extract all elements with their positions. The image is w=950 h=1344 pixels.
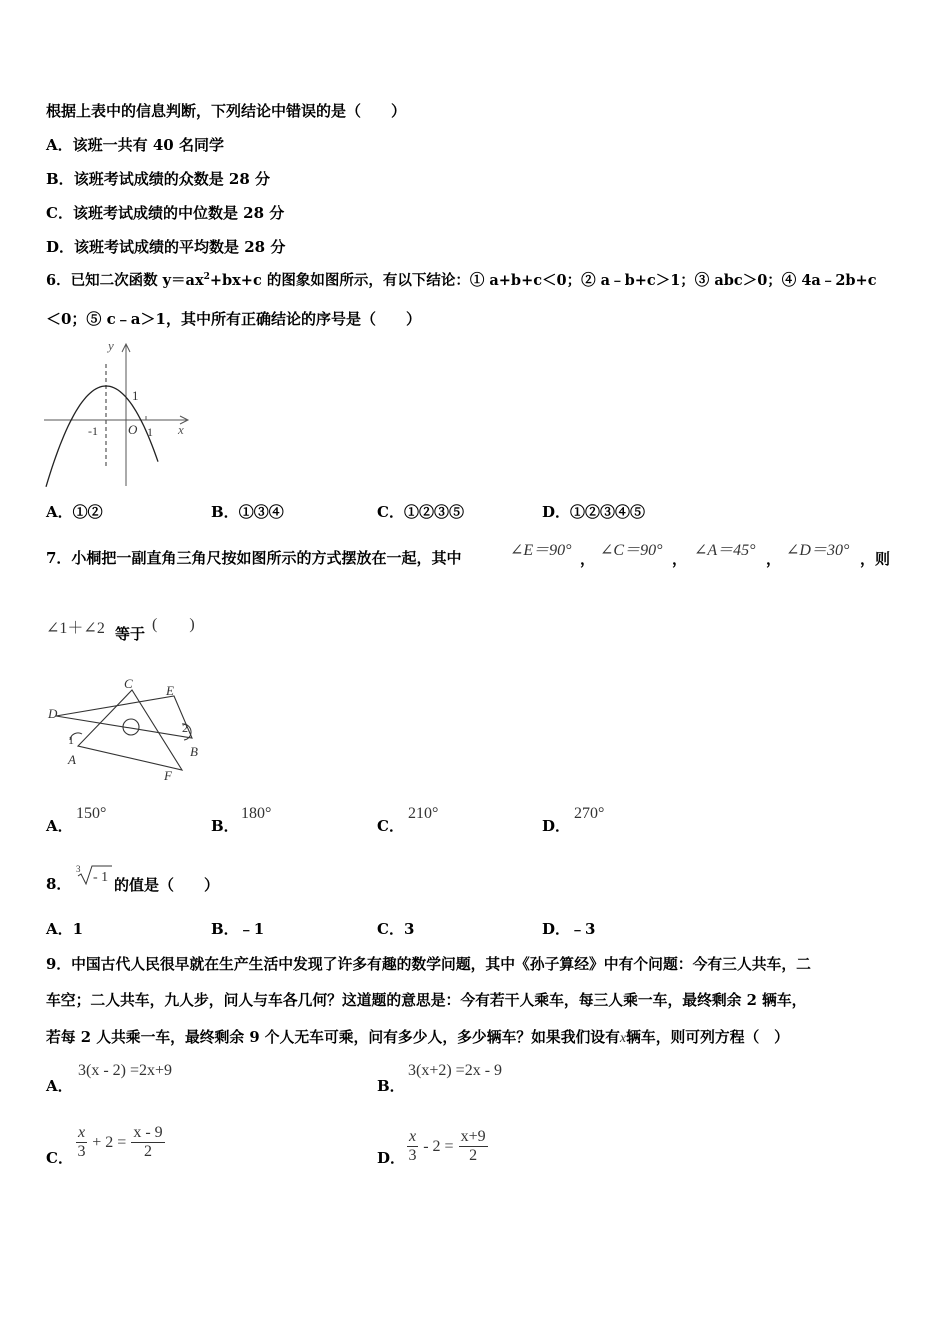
fraction-x-plus-9-over-2: $\frac{x+9}{2}$ — [460, 1128, 486, 1164]
q7-sep-1: ， — [580, 550, 596, 568]
y-one-label: 1 — [132, 388, 139, 403]
q7-option-a: A． — [46, 817, 73, 835]
q5-option-b: B．该班考试成绩的众数是 28 分 — [46, 170, 271, 188]
fraction-x-over-3: $\frac{x}{3}$ — [77, 1124, 86, 1160]
label-a: A — [68, 752, 76, 767]
label-c: C — [124, 676, 133, 691]
q6-option-c: C．①②③⑤ — [377, 503, 464, 521]
q6-stem-line1: 6．已知二次函数 $y=ax^2+bx+c$ 的图象如图所示，有以下结论：① a+b+c＜0；② a﹣b+c＞1；③ abc＞0；④ 4a﹣2b+c — [46, 272, 877, 289]
q9-option-b-equation: 3(x+2) =2x - 9 — [408, 1062, 503, 1079]
parabola-curve — [46, 386, 158, 487]
q6-stem-line2: ＜0；⑤ c﹣a＞1，其中所有正确结论的序号是（ ） — [46, 310, 421, 328]
q7-equals-text: 等于 — [115, 625, 146, 643]
q8-option-a: A．1 — [46, 920, 84, 938]
q8-option-b: B．﹣1 — [211, 920, 265, 938]
q9-option-c-equation: $\frac{x}{3}$ + 2 = $\frac{x - 9}{2}$ — [77, 1124, 163, 1160]
q9-option-d-equation: $\frac{x}{3}$ - 2 = $\frac{x+9}{2}$ — [408, 1128, 486, 1164]
q9-option-d: D． — [377, 1149, 406, 1167]
radical-content: - 1 — [93, 870, 109, 885]
q7-option-b: B． — [211, 817, 239, 835]
q5-option-a: A．该班一共有 40 名同学 — [46, 136, 224, 154]
neg-one-label: -1 — [88, 424, 98, 438]
fraction-x-over-3: $\frac{x}{3}$ — [408, 1128, 417, 1164]
x-label: x — [178, 422, 184, 437]
q7-triangles-figure — [44, 672, 214, 784]
triangle-cfa — [78, 690, 182, 770]
q8-option-c: C．3 — [377, 920, 415, 938]
q9-stem-line3: 若每 2 人共乘一车，最终剩余 9 个人无车可乘，问有多少人，多少辆车？如果我们设有x辆车，则可列方程（ ） — [46, 1029, 789, 1046]
y-label: y — [108, 338, 114, 353]
q5-stem: 根据上表中的信息判断，下列结论中错误的是（ ） — [46, 102, 407, 120]
q7-option-c: C． — [377, 817, 404, 835]
q9-option-b: B． — [377, 1077, 405, 1095]
q7-option-b-value: 180° — [241, 805, 272, 822]
q6-option-b: B．①③④ — [211, 503, 284, 521]
q6-option-d: D．①②③④⑤ — [542, 503, 646, 521]
label-b: B — [190, 744, 198, 759]
radical-index: 3 — [76, 864, 81, 874]
label-e: E — [166, 683, 174, 698]
q7-option-a-value: 150° — [76, 805, 107, 822]
q8-number: 8． — [46, 875, 72, 893]
pos-one-label: 1 — [147, 425, 153, 439]
q9-stem-line1: 9．中国古代人民很早就在生产生活中发现了许多有趣的数学问题，其中《孙子算经》中有个问题：今有三人共车，二 — [46, 956, 811, 973]
q5-option-d: D．该班考试成绩的平均数是 28 分 — [46, 238, 286, 256]
q8-option-d: D．﹣3 — [542, 920, 596, 938]
q7-option-d: D． — [542, 817, 571, 835]
q7-cond-c: ∠C＝90° — [600, 542, 663, 559]
q9-option-a-equation: 3(x - 2) =2x+9 — [78, 1062, 173, 1079]
q7-paren: ( ) — [152, 616, 195, 633]
q7-angle-sum: ∠1＋∠2 — [46, 620, 105, 637]
q7-cond-a: ∠A＝45° — [694, 542, 756, 559]
q7-option-c-value: 210° — [408, 805, 439, 822]
q7-option-d-value: 270° — [574, 805, 605, 822]
q5-option-c: C．该班考试成绩的中位数是 28 分 — [46, 204, 285, 222]
label-f: F — [164, 768, 172, 783]
q8-cube-root — [72, 862, 114, 888]
origin-label: O — [128, 422, 138, 437]
label-d: D — [48, 706, 58, 721]
q9-stem-line2: 车空；二人共车，九人步，问人与车各几何？这道题的意思是：今有若干人乘车，每三人乘一车，最终剩余 2 辆车， — [46, 992, 807, 1009]
q7-sep-2: ， — [672, 550, 688, 568]
q6-parabola-graph — [40, 338, 200, 488]
label-angle-2: 2 — [182, 721, 188, 735]
q6-option-a: A．①② — [46, 503, 103, 521]
q7-stem: 7．小桐把一副直角三角尺按如图所示的方式摆放在一起，其中 — [46, 549, 462, 567]
q7-cond-d: ∠D＝30° — [786, 542, 850, 559]
q7-sep-3: ， — [766, 550, 782, 568]
label-angle-1: 1 — [68, 733, 74, 747]
q7-cond-e: ∠E＝90° — [510, 542, 572, 559]
q8-stem: 的值是（ ） — [114, 876, 220, 894]
fraction-x-minus-9-over-2: $\frac{x - 9}{2}$ — [133, 1124, 163, 1160]
q7-stem-end: ，则 — [860, 550, 891, 568]
q9-option-c: C． — [46, 1149, 73, 1167]
q9-option-a: A． — [46, 1077, 73, 1095]
